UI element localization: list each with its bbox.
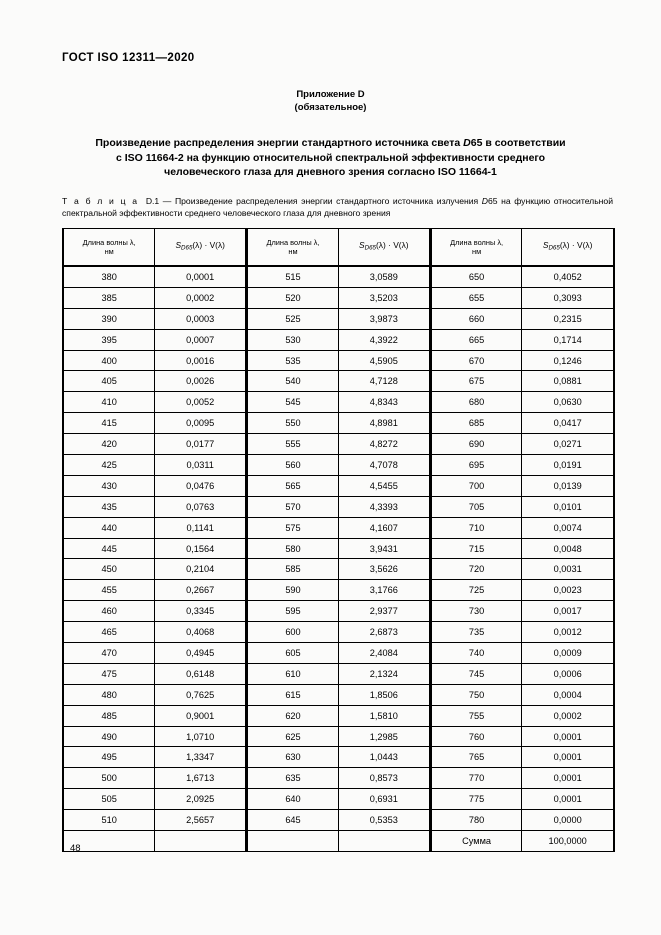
annex-heading bbox=[0, 88, 661, 114]
cell-wavelength: 605 bbox=[247, 643, 339, 664]
cell-wavelength: 765 bbox=[430, 747, 522, 768]
table-row bbox=[63, 287, 614, 308]
cell-wavelength: 650 bbox=[430, 266, 522, 287]
table-row bbox=[63, 559, 614, 580]
cell-wavelength: 495 bbox=[63, 747, 155, 768]
cell-product-value: 0,2315 bbox=[522, 308, 614, 329]
cell-wavelength bbox=[247, 831, 339, 852]
caption-text-pre: Произведение распределения энергии стандартного источника излучения bbox=[174, 196, 482, 206]
cell-wavelength: 560 bbox=[247, 455, 339, 476]
cell-product-value: 2,4084 bbox=[338, 643, 430, 664]
title-line-1-pre: Произведение распределения энергии стандартного источника света bbox=[95, 137, 464, 149]
cell-product-value: 2,6873 bbox=[338, 622, 430, 643]
cell-product-value: 1,6713 bbox=[155, 768, 247, 789]
cell-product-value: 3,9431 bbox=[338, 538, 430, 559]
cell-wavelength: 460 bbox=[63, 601, 155, 622]
cell-product-value: 4,8343 bbox=[338, 392, 430, 413]
caption-illuminant-symbol: D bbox=[481, 196, 488, 206]
header-product-rest-1: (λ) · V(λ) bbox=[192, 239, 225, 250]
header-product-1 bbox=[155, 229, 247, 267]
annex-status: (обязательное) bbox=[294, 102, 367, 113]
cell-product-value: 0,1141 bbox=[155, 517, 247, 538]
cell-wavelength: 675 bbox=[430, 371, 522, 392]
cell-product-value: 0,0002 bbox=[155, 287, 247, 308]
cell-wavelength: 755 bbox=[430, 705, 522, 726]
title-line-1-post: 65 в соответствии bbox=[470, 137, 566, 149]
cell-product-value: 0,0001 bbox=[522, 726, 614, 747]
table-row bbox=[63, 266, 614, 287]
cell-wavelength: 640 bbox=[247, 789, 339, 810]
cell-product-value: 0,0031 bbox=[522, 559, 614, 580]
cell-wavelength: 690 bbox=[430, 434, 522, 455]
table-row bbox=[63, 726, 614, 747]
cell-wavelength: 780 bbox=[430, 810, 522, 831]
cell-wavelength: 580 bbox=[247, 538, 339, 559]
cell-wavelength: 520 bbox=[247, 287, 339, 308]
cell-product-value: 3,5203 bbox=[338, 287, 430, 308]
cell-wavelength: 760 bbox=[430, 726, 522, 747]
cell-wavelength: 595 bbox=[247, 601, 339, 622]
cell-product-value: 0,0476 bbox=[155, 475, 247, 496]
cell-wavelength: 720 bbox=[430, 559, 522, 580]
cell-wavelength: 655 bbox=[430, 287, 522, 308]
cell-product-value: 1,3347 bbox=[155, 747, 247, 768]
cell-product-value: 0,0023 bbox=[522, 580, 614, 601]
cell-product-value: 1,2985 bbox=[338, 726, 430, 747]
cell-wavelength: 435 bbox=[63, 496, 155, 517]
cell-product-value: 0,9001 bbox=[155, 705, 247, 726]
page-title bbox=[80, 136, 581, 180]
header-wavelength-line1: Длина волны λ, bbox=[266, 237, 320, 247]
header-product-symbol-1: S bbox=[175, 239, 182, 250]
cell-wavelength: 685 bbox=[430, 413, 522, 434]
cell-wavelength: 645 bbox=[247, 810, 339, 831]
caption-dash: — bbox=[162, 196, 172, 206]
cell-product-value: 0,0001 bbox=[522, 789, 614, 810]
cell-wavelength: 535 bbox=[247, 350, 339, 371]
annex-label: Приложение D bbox=[296, 89, 365, 100]
cell-product-value: 4,5455 bbox=[338, 475, 430, 496]
cell-product-value: 0,0048 bbox=[522, 538, 614, 559]
cell-product-value: 0,1564 bbox=[155, 538, 247, 559]
cell-wavelength: 625 bbox=[247, 726, 339, 747]
cell-wavelength: 705 bbox=[430, 496, 522, 517]
cell-product-value: 0,0017 bbox=[522, 601, 614, 622]
cell-product-value: 0,0311 bbox=[155, 455, 247, 476]
header-product-subscript-3: D65 bbox=[548, 244, 560, 252]
header-product-subscript-2: D65 bbox=[364, 244, 376, 252]
cell-wavelength: 430 bbox=[63, 475, 155, 496]
table-row bbox=[63, 308, 614, 329]
cell-product-value: 3,1766 bbox=[338, 580, 430, 601]
cell-product-value: 0,0009 bbox=[522, 643, 614, 664]
table-row bbox=[63, 789, 614, 810]
cell-product-value: 0,4052 bbox=[522, 266, 614, 287]
cell-wavelength: 620 bbox=[247, 705, 339, 726]
cell-product-value: 1,8506 bbox=[338, 684, 430, 705]
header-wavelength-line2: нм bbox=[288, 247, 298, 256]
cell-product-value: 0,3345 bbox=[155, 601, 247, 622]
table-row bbox=[63, 768, 614, 789]
table-row bbox=[63, 517, 614, 538]
table-row bbox=[63, 663, 614, 684]
cell-product-value: 0,0095 bbox=[155, 413, 247, 434]
cell-wavelength: 750 bbox=[430, 684, 522, 705]
cell-product-value: 0,1246 bbox=[522, 350, 614, 371]
cell-wavelength: 470 bbox=[63, 643, 155, 664]
cell-product-value: 0,0001 bbox=[155, 266, 247, 287]
table-row bbox=[63, 329, 614, 350]
title-line-3: человеческого глаза для дневного зрения согласно ISO 11664-1 bbox=[164, 166, 497, 178]
cell-wavelength: 730 bbox=[430, 601, 522, 622]
cell-wavelength: 700 bbox=[430, 475, 522, 496]
cell-wavelength: 715 bbox=[430, 538, 522, 559]
cell-wavelength: 485 bbox=[63, 705, 155, 726]
cell-product-value bbox=[155, 831, 247, 852]
cell-product-value: 0,4068 bbox=[155, 622, 247, 643]
cell-wavelength: 505 bbox=[63, 789, 155, 810]
cell-wavelength: 420 bbox=[63, 434, 155, 455]
table-row bbox=[63, 684, 614, 705]
header-wavelength-line2: нм bbox=[104, 247, 114, 256]
header-wavelength-2 bbox=[247, 229, 339, 267]
cell-wavelength: 570 bbox=[247, 496, 339, 517]
cell-wavelength: 555 bbox=[247, 434, 339, 455]
cell-product-value: 0,0417 bbox=[522, 413, 614, 434]
header-wavelength-line2: нм bbox=[472, 247, 482, 256]
table-row bbox=[63, 643, 614, 664]
cell-product-value: 0,0881 bbox=[522, 371, 614, 392]
table-row bbox=[63, 455, 614, 476]
cell-wavelength: 590 bbox=[247, 580, 339, 601]
cell-product-value bbox=[338, 831, 430, 852]
cell-wavelength: 405 bbox=[63, 371, 155, 392]
cell-product-value: 0,6148 bbox=[155, 663, 247, 684]
cell-product-value: 0,0074 bbox=[522, 517, 614, 538]
title-line-1 bbox=[80, 136, 581, 151]
cell-wavelength: 410 bbox=[63, 392, 155, 413]
cell-product-value: 0,2104 bbox=[155, 559, 247, 580]
cell-product-value: 1,0443 bbox=[338, 747, 430, 768]
cell-product-value: 4,5905 bbox=[338, 350, 430, 371]
cell-product-value: 3,5626 bbox=[338, 559, 430, 580]
cell-product-value: 2,5657 bbox=[155, 810, 247, 831]
table-row bbox=[63, 475, 614, 496]
cell-product-value: 0,1714 bbox=[522, 329, 614, 350]
cell-product-value: 0,0026 bbox=[155, 371, 247, 392]
table-row bbox=[63, 496, 614, 517]
cell-wavelength: 465 bbox=[63, 622, 155, 643]
cell-product-value: 4,8981 bbox=[338, 413, 430, 434]
cell-sum-label: Сумма bbox=[430, 831, 522, 852]
cell-wavelength: 565 bbox=[247, 475, 339, 496]
cell-wavelength: 385 bbox=[63, 287, 155, 308]
cell-wavelength: 380 bbox=[63, 266, 155, 287]
cell-product-value: 3,9873 bbox=[338, 308, 430, 329]
cell-wavelength: 415 bbox=[63, 413, 155, 434]
cell-wavelength: 490 bbox=[63, 726, 155, 747]
cell-product-value: 4,1607 bbox=[338, 517, 430, 538]
cell-product-value: 0,0763 bbox=[155, 496, 247, 517]
table-row bbox=[63, 538, 614, 559]
cell-product-value: 0,0012 bbox=[522, 622, 614, 643]
cell-product-value: 0,5353 bbox=[338, 810, 430, 831]
cell-product-value: 0,6931 bbox=[338, 789, 430, 810]
cell-product-value: 0,0139 bbox=[522, 475, 614, 496]
table-row bbox=[63, 434, 614, 455]
cell-product-value: 4,7128 bbox=[338, 371, 430, 392]
header-product-symbol-3: S bbox=[542, 239, 549, 250]
cell-product-value: 0,0630 bbox=[522, 392, 614, 413]
cell-wavelength: 695 bbox=[430, 455, 522, 476]
caption-number: D.1 bbox=[145, 196, 160, 206]
cell-product-value: 3,0589 bbox=[338, 266, 430, 287]
cell-product-value: 2,1324 bbox=[338, 663, 430, 684]
cell-product-value: 0,0007 bbox=[155, 329, 247, 350]
page-number: 48 bbox=[70, 843, 81, 854]
header-product-symbol-2: S bbox=[359, 239, 365, 250]
cell-product-value: 0,0001 bbox=[522, 768, 614, 789]
cell-wavelength: 510 bbox=[63, 810, 155, 831]
cell-wavelength: 475 bbox=[63, 663, 155, 684]
header-product-3 bbox=[522, 229, 614, 267]
cell-sum-value: 100,0000 bbox=[522, 831, 614, 852]
cell-product-value: 0,3093 bbox=[522, 287, 614, 308]
table-header-row bbox=[63, 229, 614, 267]
cell-wavelength: 530 bbox=[247, 329, 339, 350]
cell-wavelength: 635 bbox=[247, 768, 339, 789]
cell-product-value: 0,2667 bbox=[155, 580, 247, 601]
table-row bbox=[63, 350, 614, 371]
table-row bbox=[63, 831, 614, 852]
cell-wavelength: 770 bbox=[430, 768, 522, 789]
cell-product-value: 1,5810 bbox=[338, 705, 430, 726]
table-row bbox=[63, 622, 614, 643]
running-head-standard-number: ГОСТ ISO 12311—2020 bbox=[62, 52, 195, 64]
header-wavelength-line1: Длина волны λ, bbox=[82, 237, 136, 247]
cell-product-value: 0,0016 bbox=[155, 350, 247, 371]
spectral-data-table bbox=[62, 228, 615, 852]
cell-product-value: 4,3922 bbox=[338, 329, 430, 350]
cell-product-value: 0,0177 bbox=[155, 434, 247, 455]
cell-wavelength: 455 bbox=[63, 580, 155, 601]
cell-wavelength: 480 bbox=[63, 684, 155, 705]
header-product-rest-2: (λ) · V(λ) bbox=[375, 239, 409, 250]
cell-wavelength: 500 bbox=[63, 768, 155, 789]
header-wavelength-line1: Длина волны λ, bbox=[450, 237, 504, 247]
table-body bbox=[63, 266, 614, 851]
cell-wavelength: 740 bbox=[430, 643, 522, 664]
cell-wavelength: 665 bbox=[430, 329, 522, 350]
cell-product-value: 0,0101 bbox=[522, 496, 614, 517]
cell-wavelength: 710 bbox=[430, 517, 522, 538]
table-row bbox=[63, 392, 614, 413]
cell-wavelength: 445 bbox=[63, 538, 155, 559]
cell-product-value: 0,0000 bbox=[522, 810, 614, 831]
header-wavelength-3 bbox=[430, 229, 522, 267]
cell-wavelength: 615 bbox=[247, 684, 339, 705]
table-row bbox=[63, 371, 614, 392]
table-row bbox=[63, 747, 614, 768]
cell-wavelength: 575 bbox=[247, 517, 339, 538]
title-illuminant-symbol: D bbox=[463, 137, 471, 149]
header-product-subscript-1: D65 bbox=[181, 244, 193, 252]
cell-wavelength: 610 bbox=[247, 663, 339, 684]
cell-product-value: 0,0001 bbox=[522, 747, 614, 768]
table-row bbox=[63, 705, 614, 726]
table-row bbox=[63, 580, 614, 601]
caption-prefix: Т а б л и ц а bbox=[62, 196, 139, 206]
cell-product-value: 2,0925 bbox=[155, 789, 247, 810]
cell-wavelength: 395 bbox=[63, 329, 155, 350]
cell-product-value: 0,0004 bbox=[522, 684, 614, 705]
table-row bbox=[63, 810, 614, 831]
cell-product-value: 4,8272 bbox=[338, 434, 430, 455]
header-product-rest-3: (λ) · V(λ) bbox=[559, 239, 593, 250]
cell-wavelength: 745 bbox=[430, 663, 522, 684]
table-caption bbox=[62, 195, 613, 219]
table-row bbox=[63, 601, 614, 622]
cell-wavelength: 660 bbox=[430, 308, 522, 329]
cell-product-value: 4,7078 bbox=[338, 455, 430, 476]
cell-product-value: 0,0006 bbox=[522, 663, 614, 684]
cell-wavelength: 775 bbox=[430, 789, 522, 810]
cell-product-value: 0,4945 bbox=[155, 643, 247, 664]
cell-product-value: 0,0052 bbox=[155, 392, 247, 413]
cell-wavelength: 550 bbox=[247, 413, 339, 434]
cell-wavelength: 525 bbox=[247, 308, 339, 329]
cell-product-value: 1,0710 bbox=[155, 726, 247, 747]
cell-wavelength: 515 bbox=[247, 266, 339, 287]
cell-wavelength: 680 bbox=[430, 392, 522, 413]
cell-wavelength: 670 bbox=[430, 350, 522, 371]
header-wavelength-1 bbox=[63, 229, 155, 267]
cell-product-value: 0,7625 bbox=[155, 684, 247, 705]
cell-wavelength: 585 bbox=[247, 559, 339, 580]
cell-wavelength: 425 bbox=[63, 455, 155, 476]
title-line-2: с ISO 11664-2 на функцию относительной спектральной эффективности среднего bbox=[115, 151, 546, 164]
cell-product-value: 0,8573 bbox=[338, 768, 430, 789]
cell-wavelength: 630 bbox=[247, 747, 339, 768]
cell-wavelength: 545 bbox=[247, 392, 339, 413]
cell-wavelength: 540 bbox=[247, 371, 339, 392]
cell-product-value: 4,3393 bbox=[338, 496, 430, 517]
cell-wavelength: 440 bbox=[63, 517, 155, 538]
cell-product-value: 0,0003 bbox=[155, 308, 247, 329]
cell-product-value: 0,0191 bbox=[522, 455, 614, 476]
cell-wavelength: 600 bbox=[247, 622, 339, 643]
cell-wavelength: 450 bbox=[63, 559, 155, 580]
cell-product-value: 0,0271 bbox=[522, 434, 614, 455]
table-row bbox=[63, 413, 614, 434]
cell-wavelength: 400 bbox=[63, 350, 155, 371]
cell-wavelength: 735 bbox=[430, 622, 522, 643]
cell-product-value: 2,9377 bbox=[338, 601, 430, 622]
cell-product-value: 0,0002 bbox=[522, 705, 614, 726]
cell-wavelength: 725 bbox=[430, 580, 522, 601]
cell-wavelength: 390 bbox=[63, 308, 155, 329]
caption-text-post: 65 на функцию относительной спектральной эффективности среднего человеческого глаза для дневного зрения bbox=[62, 196, 614, 218]
header-product-2 bbox=[338, 229, 430, 267]
